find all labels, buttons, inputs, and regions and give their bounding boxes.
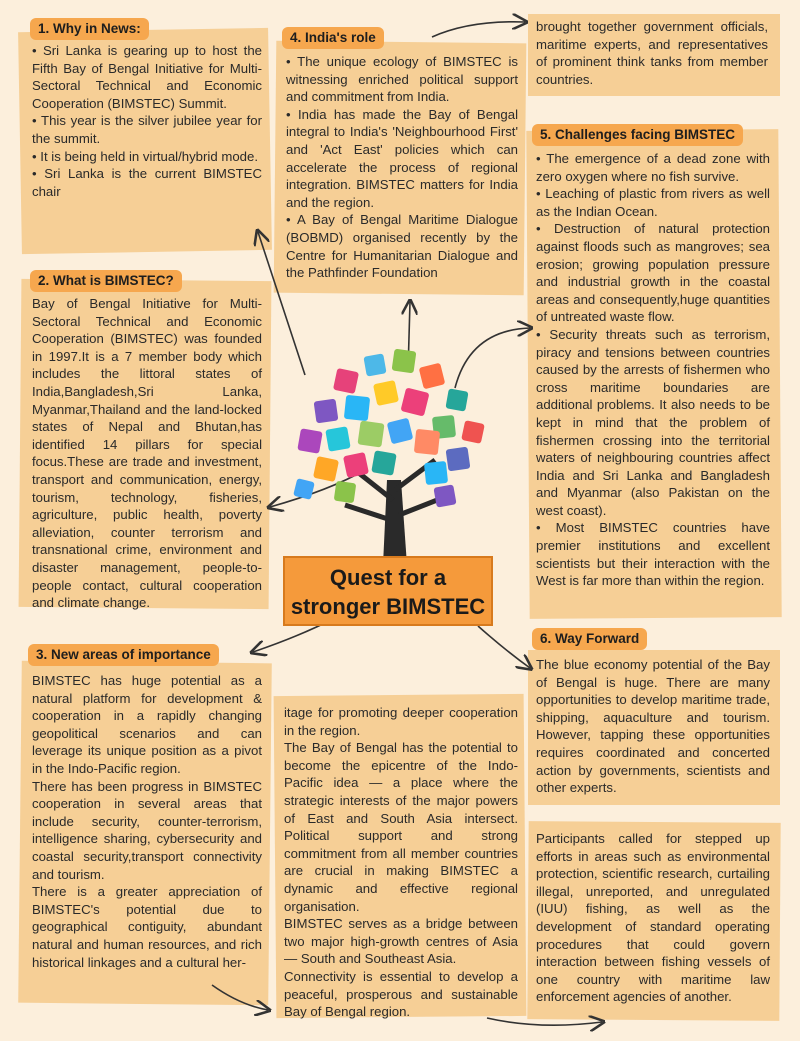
- heading-why-in-news: 1. Why in News:: [30, 18, 149, 40]
- middle-para: The Bay of Bengal has the potential to become the epicentre of the Indo-Pacific idea — a place where the strategic interests of the major powers of East and South Asia intersect. Political support and strong commitment from all member countries are crucial in making BIMSTEC a dynamic and effective regional organisation.: [284, 740, 518, 914]
- title-line-1: Quest for a: [329, 565, 447, 590]
- way-forward-text: The blue economy potential of the Bay of Bengal is huge. There are many opportunities to develop maritime trade, shipping, aquaculture and tourism. However, tapping these opportunities requires coordinated and concerted action by governments, scientists and other experts.: [536, 657, 770, 796]
- why-item: • This year is the silver jubilee year for the summit.: [32, 113, 262, 146]
- middle-para: BIMSTEC serves as a bridge between two major high-growth centres of Asia — South and Southeast Asia.: [284, 916, 518, 967]
- new-areas-text: [32, 672, 262, 971]
- arrow-to-way-forward: [478, 626, 530, 668]
- main-title: [283, 556, 493, 626]
- india-item: • The unique ecology of BIMSTEC is witnessing enriched political support and commitment from India.: [286, 54, 518, 105]
- middle-para: Connectivity is essential to develop a peaceful, prosperous and sustainable Bay of Bengal region.: [284, 968, 518, 1020]
- why-in-news-text: [32, 42, 262, 200]
- heading-challenges: 5. Challenges facing BIMSTEC: [532, 124, 743, 146]
- challenge-item: • The emergence of a dead zone with zero oxygen where no fish survive.: [536, 151, 770, 184]
- challenges-text: [536, 150, 770, 590]
- new-areas-para: BIMSTEC has huge potential as a natural platform for development & cooperation in a rapidly changing geopolitical scenarios and can leverage its unique position as a pivot in the Indo-Pacific region.: [32, 673, 262, 776]
- why-item: • Sri Lanka is the current BIMSTEC chair: [32, 166, 262, 199]
- new-areas-para: There has been progress in BIMSTEC cooperation in several areas that include security, counter-terrorism, intelligence sharing, cybersecurity and coastal security,transport connectivity and tourism.: [32, 778, 262, 882]
- challenge-item: • Security threats such as terrorism, piracy and tensions between countries caused by the arrests of fishermen who cross maritime boundaries are additional problems. It also needs to be kept in mind that the problem of fishermen crossing into the territorial waters of neighbouring countries affect India and Sri Lanka and Bangladesh and Myanmar (also Pakistan on the west coast).: [536, 326, 770, 518]
- heading-india-role: 4. India's role: [282, 27, 384, 49]
- tree-illustration: [275, 330, 515, 570]
- challenge-item: • Leaching of plastic from rivers as well as the Indian Ocean.: [536, 186, 770, 219]
- india-role-continued: brought together government officials, maritime experts, and representatives of prominent think tanks from member countries.: [536, 19, 768, 87]
- india-item: • India has made the Bay of Bengal integral to India's 'Neighbourhood First' and 'Act East' policies which can accelerate the process of regional integration. BIMSTEC matters for India and the region.: [286, 106, 518, 210]
- challenge-item: • Destruction of natural protection against floods such as mangroves; sea erosion; growing population pressure and industrial growth in the coastal areas and consequently,huge quantities of untreated waste flow.: [536, 221, 770, 325]
- india-item: • A Bay of Bengal Maritime Dialogue (BOBMD) organised recently by the Centre for Humanitarian Dialogue and the Pathfinder Foundation: [286, 212, 518, 281]
- new-areas-para: There is a greater appreciation of BIMSTEC's potential due to geographical contiguity, abundant natural and human resources, and rich historical linkages and a cultural her-: [32, 884, 262, 970]
- middle-text: [284, 704, 518, 1021]
- india-role-text: [286, 53, 518, 282]
- why-item: • Sri Lanka is gearing up to host the Fifth Bay of Bengal Initiative for Multi-Sectoral Technical and Economic Cooperation (BIMSTEC) Summit.: [32, 43, 262, 111]
- heading-way-forward: 6. Way Forward: [532, 628, 647, 650]
- heading-what-is-bimstec: 2. What is BIMSTEC?: [30, 270, 182, 292]
- middle-para: itage for promoting deeper cooperation in the region.: [284, 705, 518, 738]
- why-item: • It is being held in virtual/hybrid mode.: [32, 148, 258, 164]
- heading-new-areas: 3. New areas of importance: [28, 644, 219, 666]
- arrow-india-cont: [432, 22, 525, 37]
- challenge-item: • Most BIMSTEC countries have premier institutions and excellent scientists but their interaction with the West is far more than within the region.: [536, 520, 770, 589]
- what-is-bimstec-text: Bay of Bengal Initiative for Multi-Sectoral Technical and Economic Cooperation (BIMSTEC) was founded in 1997.It is a 7 member body which includes the littoral states of India,Bangladesh,Sri Lanka, Myanmar,Thailand and the land-locked states of Nepal and Bhutan,has identified 14 pillars for special focus.These are trade and investment, transport and communication, energy, tourism, technology, fisheries, agriculture, public health, poverty alleviation, counter terrorism and transnational crime, environment and disaster management, people-to-people contact, cultural cooperation and climate change.: [32, 296, 262, 611]
- participants-text: Participants called for stepped up efforts in areas such as environmental protection, scientific research, curtailing illegal, unreported, and unregulated (IUU) fishing, as well as the development of standard operating procedures that could govern interaction between fishing vessels of one country with maritime law enforcement agencies of another.: [536, 831, 770, 1005]
- title-line-2: stronger BIMSTEC: [290, 594, 486, 619]
